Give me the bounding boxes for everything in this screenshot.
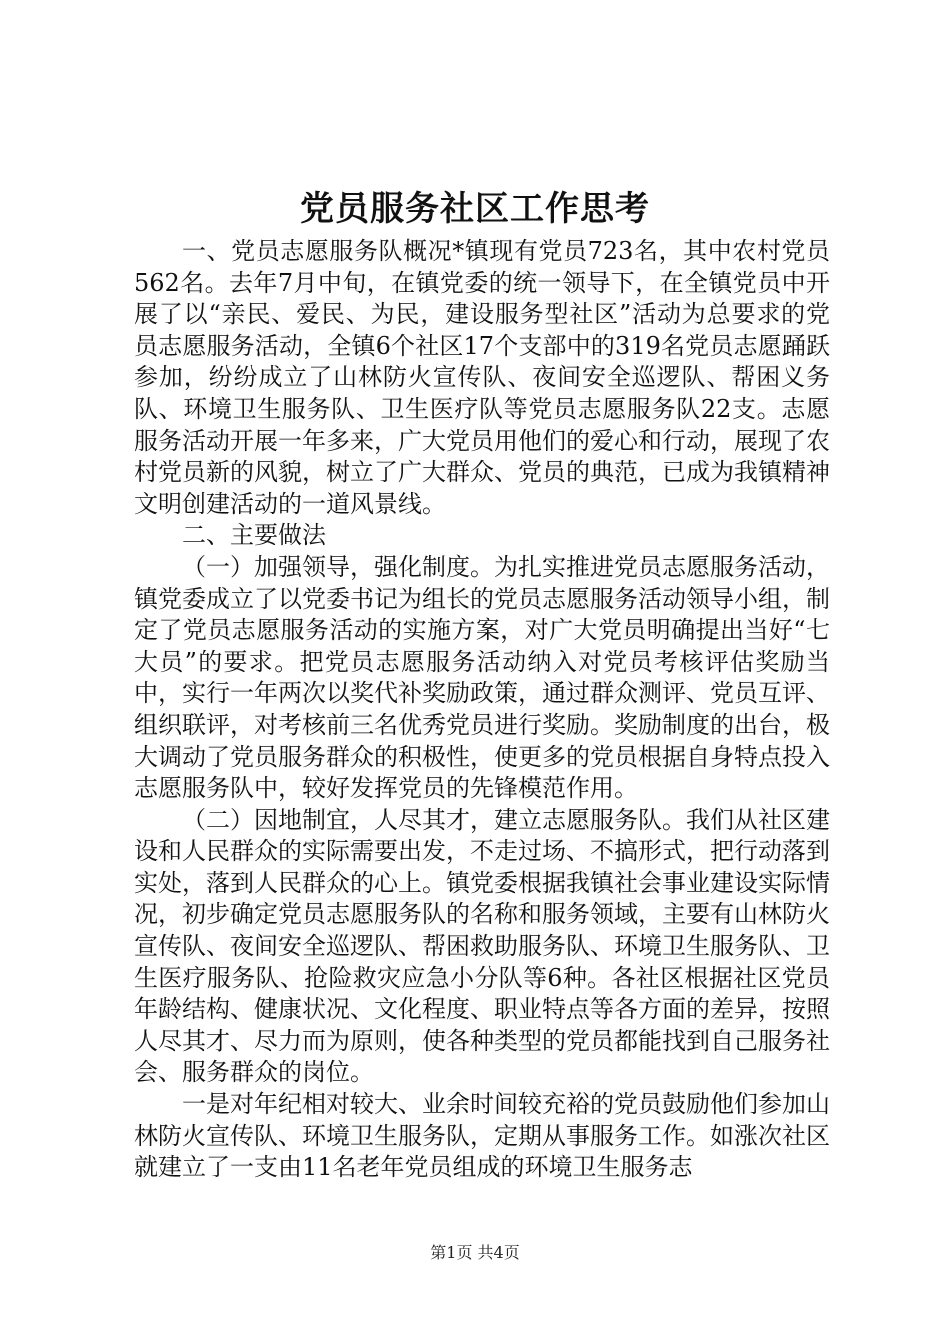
document-title: 党员服务社区工作思考 — [300, 189, 650, 229]
paragraph-overview: 一、党员志愿服务队概况*镇现有党员723名，其中农村党员562名。去年7月中旬，在镇党委的统一领导下，在全镇党员中开展了以“亲民、爱民、为民，建设服务型社区”活动为总要求的党员志愿服务活动，全镇6个社区17个支部中的319名党员志愿踊跃参加，纷纷成立了山林防火宣传队、夜间安全巡逻队、帮困义务队、环境卫生服务队、卫生医疗队等党员志愿服务队22支。志愿服务活动开展一年多来，广大党员用他们的爱心和行动，展现了农村党员新的风貌，树立了广大群众、党员的典范，已成为我镇精神文明创建活动的一道风景线。 — [134, 237, 830, 518]
paragraph-leadership: （一）加强领导，强化制度。为扎实推进党员志愿服务活动，镇党委成立了以党委书记为组长的党员志愿服务活动领导小组，制定了党员志愿服务活动的实施方案，对广大党员明确提出当好“七大员”的要求。把党员志愿服务活动纳入对党员考核评估奖励当中，实行一年两次以奖代补奖励政策，通过群众测评、党员互评、组织联评，对考核前三名优秀党员进行奖励。奖励制度的出台，极大调动了党员服务群众的积极性，使更多的党员根据自身特点投入志愿服务队中，较好发挥党员的先锋模范作用。 — [134, 552, 830, 803]
page-footer: 第1页 共4页 — [430, 1243, 520, 1262]
heading-main-practices: 二、主要做法 — [182, 521, 326, 550]
paragraph-volunteer-teams: （二）因地制宜，人尽其才，建立志愿服务队。我们从社区建设和人民群众的实际需要出发，不走过场、不搞形式，把行动落到实处，落到人民群众的心上。镇党委根据我镇社会事业建设实际情况，初步确定党员志愿服务队的名称和服务领域，主要有山林防火宣传队、夜间安全巡逻队、帮困救助服务队、环境卫生服务队、卫生医疗服务队、抢险救灾应急小分队等6种。各社区根据社区党员年龄结构、健康状况、文化程度、职业特点等各方面的差异，按照人尽其才、尽力而为原则，使各种类型的党员都能找到自己服务社会、服务群众的岗位。 — [134, 805, 830, 1087]
document-body — [134, 236, 830, 1184]
paragraph-elderly-members: 一是对年纪相对较大、业余时间较充裕的党员鼓励他们参加山林防火宣传队、环境卫生服务队，定期从事服务工作。如涨次社区就建立了一支由11名老年党员组成的环境卫生服务志 — [134, 1090, 830, 1182]
